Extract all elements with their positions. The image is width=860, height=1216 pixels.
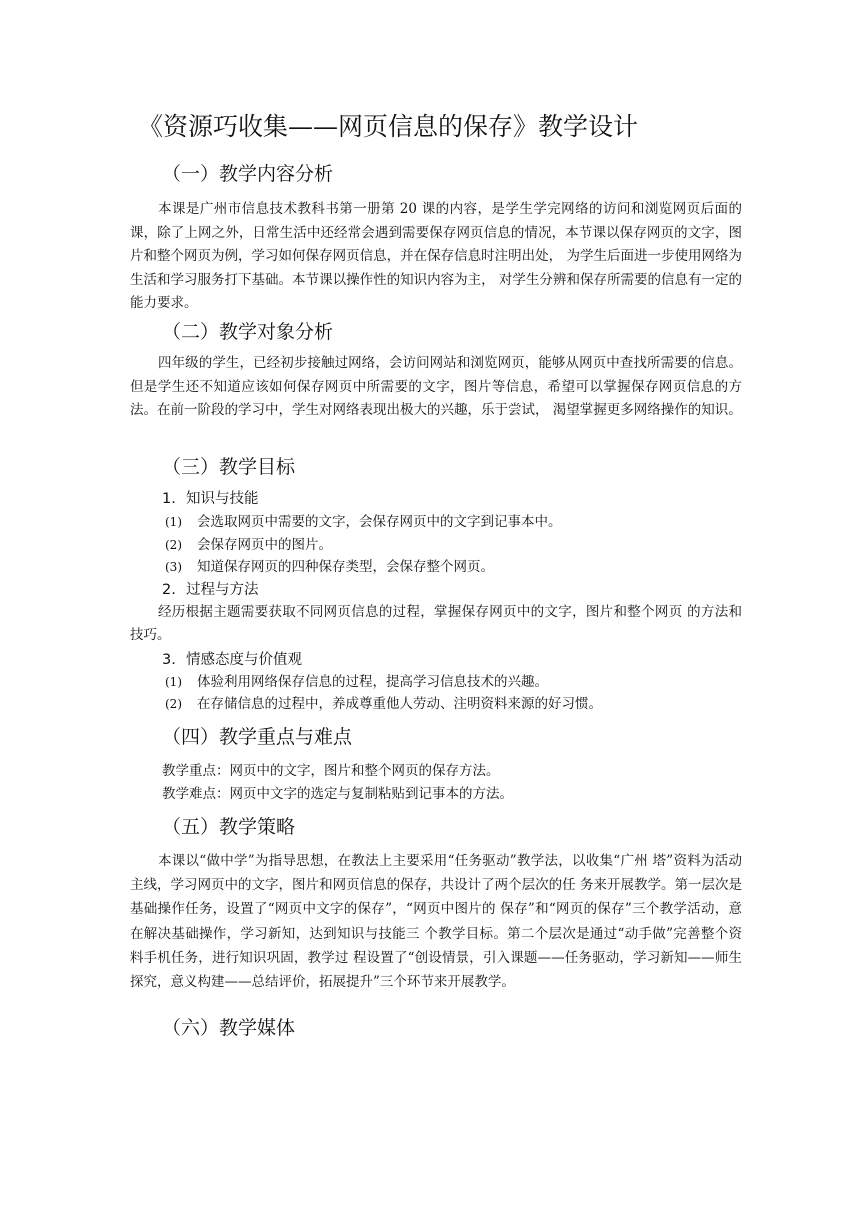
- item-marker: (2): [165, 697, 182, 711]
- goal-number: 3.: [162, 652, 176, 668]
- section-heading-key-points: （四）教学重点与难点: [162, 726, 353, 748]
- item-marker: (2): [165, 538, 182, 552]
- difficult-point-line: 教学难点：网页中文字的选定与复制粘贴到记事本的方法。: [162, 786, 513, 802]
- item-text: 会保存网页中的图片。: [197, 537, 332, 553]
- item-text: 在存储信息的过程中，养成尊重他人劳动、注明资料来源的好习惯。: [197, 696, 602, 712]
- goal-number: 2.: [162, 582, 176, 598]
- goal-item: [165, 557, 494, 577]
- paragraph-learner-analysis: 四年级的学生，已经初步接触过网络，会访问网站和浏览网页，能够从网页中查找所需要的信息。但是学生还不知道应该如何保存网页中所需要的文字，图片等信息，希望可以掌握保存网页信息的方法。在前一阶段的学习中，学生对网络表现出极大的兴趣，乐于尝试， 渴望掌握更多网络操作的知识。: [130, 355, 742, 419]
- section-heading-content-analysis: （一）教学内容分析: [162, 163, 334, 185]
- item-marker: (1): [165, 675, 182, 689]
- section-heading-media: （六）教学媒体: [162, 1017, 296, 1039]
- item-marker: (3): [165, 560, 182, 574]
- section-heading-teaching-goals: （三）教学目标: [162, 456, 296, 478]
- section-heading-strategy: （五）教学策略: [162, 816, 296, 838]
- item-text: 知道保存网页的四种保存类型，会保存整个网页。: [197, 559, 494, 575]
- goal-item: [165, 694, 602, 714]
- goal-process-methods-text: 经历根据主题需要获取不同网页信息的过程，掌握保存网页中的文字，图片和整个网页 的方法和技巧。: [130, 604, 742, 643]
- goal-title: 过程与方法: [186, 582, 259, 598]
- document-title: 《资源巧收集——网页信息的保存》教学设计: [138, 112, 639, 141]
- goal-item: [165, 672, 548, 692]
- goal-item: [165, 512, 562, 532]
- item-marker: (1): [165, 515, 182, 529]
- section-heading-learner-analysis: （二）教学对象分析: [162, 321, 334, 343]
- goal-item: [165, 535, 332, 555]
- key-point-line: 教学重点：网页中的文字，图片和整个网页的保存方法。: [162, 763, 500, 779]
- item-text: 体验利用网络保存信息的过程，提高学习信息技术的兴趣。: [197, 674, 548, 690]
- goal-number: 1.: [162, 491, 176, 507]
- goal-title: 知识与技能: [186, 491, 259, 507]
- paragraph-strategy: 本课以“做中学”为指导思想，在教法上主要采用“任务驱动”教学法，以收集“广州 塔”资料为活动主线，学习网页中的文字，图片和网页信息的保存，共设计了两个层次的任 务来开展教学。第一层次是基础操作任务，设置了“网页中文字的保存”，“网页中图片的 保存”和“网页的保存”三个教学活动，意在解决基础操作，学习新知，达到知识与技能三 个教学目标。第二个层次是通过“动手做”完善整个资料手机任务，进行知识巩固，教学过 程设置了“创设情景，引入课题——任务驱动，学习新知——师生探究，意义构建——总结评价，拓展提升”三个环节来开展教学。: [130, 853, 742, 991]
- item-text: 会选取网页中需要的文字，会保存网页中的文字到记事本中。: [197, 514, 562, 530]
- goal-heading-process-methods: [162, 580, 259, 600]
- goal-heading-knowledge-skills: [162, 489, 259, 509]
- goal-title: 情感态度与价值观: [186, 652, 302, 668]
- paragraph-content-analysis: 本课是广州市信息技术教科书第一册第 20 课的内容，是学生学完网络的访问和浏览网页后面的课，除了上网之外，日常生活中还经常会遇到需要保存网页信息的情况，本节课以保存网页的文字，图片和整个网页为例，学习如何保存网页信息，并在保存信息时注明出处， 为学生后面进一步使用网络为生活和学习服务打下基础。本节课以操作性的知识内容为主， 对学生分辨和保存所需要的信息有一定的能力要求。: [130, 201, 742, 312]
- goal-heading-attitudes-values: [162, 650, 302, 670]
